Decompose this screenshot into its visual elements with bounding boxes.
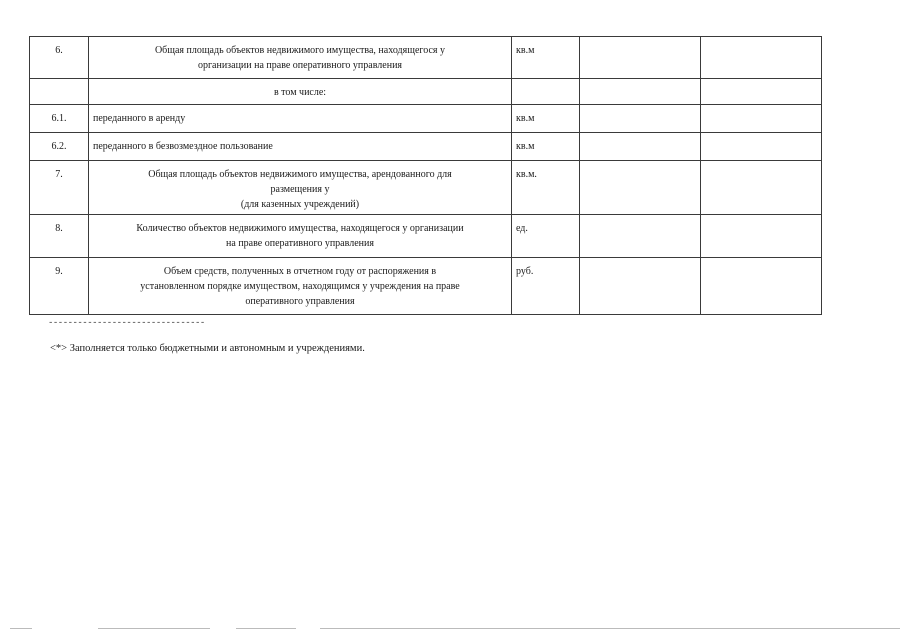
value-cell [701,258,822,315]
value-cell [701,161,822,215]
table-row [30,161,822,215]
row-unit [512,79,580,105]
table-row [30,133,822,161]
row-description-line: Количество объектов недвижимого имущества, находящегося у организации [136,223,464,234]
table-row [30,258,822,315]
row-unit: руб. [512,258,580,315]
value-cell [701,133,822,161]
row-description [89,258,512,315]
value-cell [580,161,701,215]
scan-artifact [98,628,210,629]
value-cell [701,105,822,133]
row-description-line: Объем средств, полученных в отчетном году от распоряжения в [163,266,437,277]
property-report-table [29,36,822,315]
row-unit: кв.м [512,105,580,133]
row-number: 6.1. [30,105,89,133]
value-cell [580,37,701,79]
row-description [89,161,512,215]
value-cell [580,258,701,315]
scan-artifact [10,628,32,629]
row-number: 6. [30,37,89,79]
table-row [30,79,822,105]
row-description-line: Общая площадь объектов недвижимого имущества, находящегося у [154,45,446,56]
row-number: 6.2. [30,133,89,161]
row-description-line: организации на праве оперативного управления [197,60,403,71]
row-description-line: установленном порядке имуществом, находящимся у учреждения на праве [140,281,460,292]
value-cell [701,37,822,79]
value-cell [580,133,701,161]
value-cell [580,79,701,105]
row-description-line: оперативного управления [245,296,355,307]
table-row [30,215,822,258]
row-unit: кв.м [512,37,580,79]
scan-artifact [236,628,296,629]
row-description-line: (для казенных учреждений) [240,199,360,210]
value-cell [701,79,822,105]
row-description-line: на праве оперативного управления [226,238,374,249]
row-unit: ед. [512,215,580,258]
table-row [30,105,822,133]
footnote-separator: -------------------------------- [48,318,205,328]
row-description: переданного в аренду [89,105,512,133]
row-description: переданного в безвозмездное пользование [89,133,512,161]
value-cell [580,215,701,258]
row-unit: кв.м. [512,161,580,215]
row-number: 7. [30,161,89,215]
row-number [30,79,89,105]
row-unit: кв.м [512,133,580,161]
table-row [30,37,822,79]
row-description-line: Общая площадь объектов недвижимого имущества, арендованного для [148,169,452,180]
row-subheader: в том числе: [89,79,512,105]
value-cell [701,215,822,258]
row-description [89,37,512,79]
row-number: 8. [30,215,89,258]
row-description-line: размещения у [270,184,330,195]
scan-artifact [320,628,900,629]
footnote-text: <*> Заполняется только бюджетными и автономным и учреждениями. [50,343,365,354]
row-description [89,215,512,258]
value-cell [580,105,701,133]
row-number: 9. [30,258,89,315]
